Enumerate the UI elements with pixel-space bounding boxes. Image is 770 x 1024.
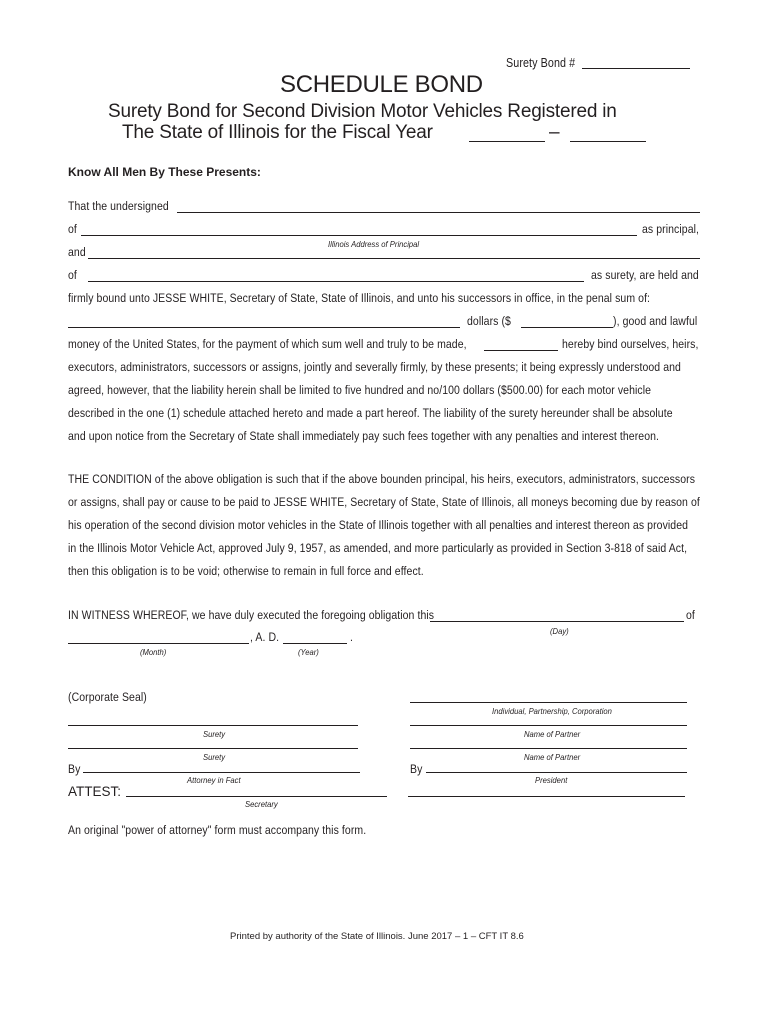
firmly-bound-text: firmly bound unto JESSE WHITE, Secretary of State, State of Illinois, and unto his successors in office, in the penal sum of: xyxy=(68,291,651,305)
hereby-bind-text: hereby bind ourselves, heirs, xyxy=(562,337,699,351)
fiscal-year-end-field[interactable] xyxy=(570,141,646,142)
money-text: money of the United States, for the payment of which sum well and truly to be made, xyxy=(68,337,467,351)
witness-year-field[interactable] xyxy=(283,643,347,644)
undersigned-label: That the undersigned xyxy=(68,199,169,213)
witness-day-field[interactable] xyxy=(430,621,684,622)
surety-address-field[interactable] xyxy=(88,281,584,282)
partner-signature-2[interactable] xyxy=(410,748,687,749)
ad-label: , A. D. xyxy=(250,630,280,644)
principal-signature-field[interactable] xyxy=(410,702,687,703)
month-caption: (Month) xyxy=(140,647,167,657)
principal-address-field[interactable] xyxy=(81,235,637,236)
name-of-partner-caption-1: Name of Partner xyxy=(524,729,581,739)
day-caption: (Day) xyxy=(550,626,569,636)
know-all-men-heading: Know All Men By These Presents: xyxy=(68,165,261,179)
year-caption: (Year) xyxy=(298,647,319,657)
power-of-attorney-note: An original "power of attorney" form must accompany this form. xyxy=(68,823,367,837)
described-text: described in the one (1) schedule attached hereto and made a part hereof. The liability of the surety hereunder shall be absolute xyxy=(68,406,673,420)
date-made-field[interactable] xyxy=(484,350,558,351)
attest-label: ATTEST: xyxy=(68,784,122,799)
agreed-text: agreed, however, that the liability herein shall be limited to five hundred and no/100 dollars ($500.00) for each motor vehicle xyxy=(68,383,652,397)
condition-line-1: THE CONDITION of the above obligation is such that if the above bounden principal, his heirs, executors, administrators, successors xyxy=(68,472,696,486)
by-label: By xyxy=(68,762,81,776)
attorney-in-fact-caption: Attorney in Fact xyxy=(187,775,241,785)
witness-month-field[interactable] xyxy=(68,643,249,644)
surety-caption-1: Surety xyxy=(203,729,226,739)
name-of-partner-caption-2: Name of Partner xyxy=(524,752,581,762)
surety-bond-number-label: Surety Bond # xyxy=(506,56,576,70)
corporate-seal-label: (Corporate Seal) xyxy=(68,690,147,704)
ad-period: . xyxy=(350,630,354,644)
as-principal-label: as principal, xyxy=(642,222,700,236)
and-label: and xyxy=(68,245,86,259)
fiscal-year-start-field[interactable] xyxy=(469,141,545,142)
individual-partnership-caption: Individual, Partnership, Corporation xyxy=(492,706,612,716)
surety-signature-2[interactable] xyxy=(68,748,358,749)
good-lawful-label: ), good and lawful xyxy=(613,314,698,328)
document-subtitle-line2: The State of Illinois for the Fiscal Year xyxy=(122,122,433,143)
surety-of-label: of xyxy=(68,268,77,282)
penal-sum-amount-field[interactable] xyxy=(521,327,613,328)
as-surety-label: as surety, are held and xyxy=(591,268,699,282)
of-label: of xyxy=(68,222,77,236)
address-of-principal-caption: Illinois Address of Principal xyxy=(328,239,420,249)
dollars-label: dollars ($ xyxy=(467,314,511,328)
fiscal-year-dash: – xyxy=(549,122,560,143)
condition-line-5: then this obligation is to be void; otherwise to remain in full force and effect. xyxy=(68,564,424,578)
executors-text: executors, administrators, successors or assigns, jointly and severally firmly, by these presents; it being expressly understood and xyxy=(68,360,681,374)
notice-text: and upon notice from the Secretary of State shall immediately pay such fees together with any penalties and interest thereon. xyxy=(68,429,660,443)
witness-text: IN WITNESS WHEREOF, we have duly executed the foregoing obligation this xyxy=(68,608,435,622)
president-signature-field[interactable] xyxy=(426,772,687,773)
condition-line-3: his operation of the second division motor vehicles in the State of Illinois together with all penalties and interest thereon as provided xyxy=(68,518,689,532)
condition-line-4: in the Illinois Motor Vehicle Act, approved July 9, 1957, as amended, and more particularly as provided in Section 3-818 of said Act, xyxy=(68,541,688,555)
secretary-caption: Secretary xyxy=(245,799,278,809)
penal-sum-words-field[interactable] xyxy=(68,327,460,328)
right-by-label: By xyxy=(410,762,423,776)
undersigned-field[interactable] xyxy=(177,212,700,213)
right-attest-field[interactable] xyxy=(408,796,685,797)
surety-bond-number-field[interactable] xyxy=(582,68,690,69)
surety-name-field[interactable] xyxy=(88,258,700,259)
attorney-signature-field[interactable] xyxy=(83,772,360,773)
footer-printed-by: Printed by authority of the State of Illinois. June 2017 – 1 – CFT IT 8.6 xyxy=(230,931,524,942)
surety-caption-2: Surety xyxy=(203,752,226,762)
document-title: SCHEDULE BOND xyxy=(280,71,483,98)
condition-line-2: or assigns, shall pay or cause to be paid to JESSE WHITE, Secretary of State, State of Illinois, all moneys becoming due by reason of xyxy=(68,495,700,509)
surety-signature-1[interactable] xyxy=(68,725,358,726)
document-subtitle-line1: Surety Bond for Second Division Motor Vehicles Registered in xyxy=(108,101,617,122)
witness-of-label: of xyxy=(686,608,695,622)
president-caption: President xyxy=(535,775,568,785)
attest-signature-field[interactable] xyxy=(126,796,387,797)
partner-signature-1[interactable] xyxy=(410,725,687,726)
